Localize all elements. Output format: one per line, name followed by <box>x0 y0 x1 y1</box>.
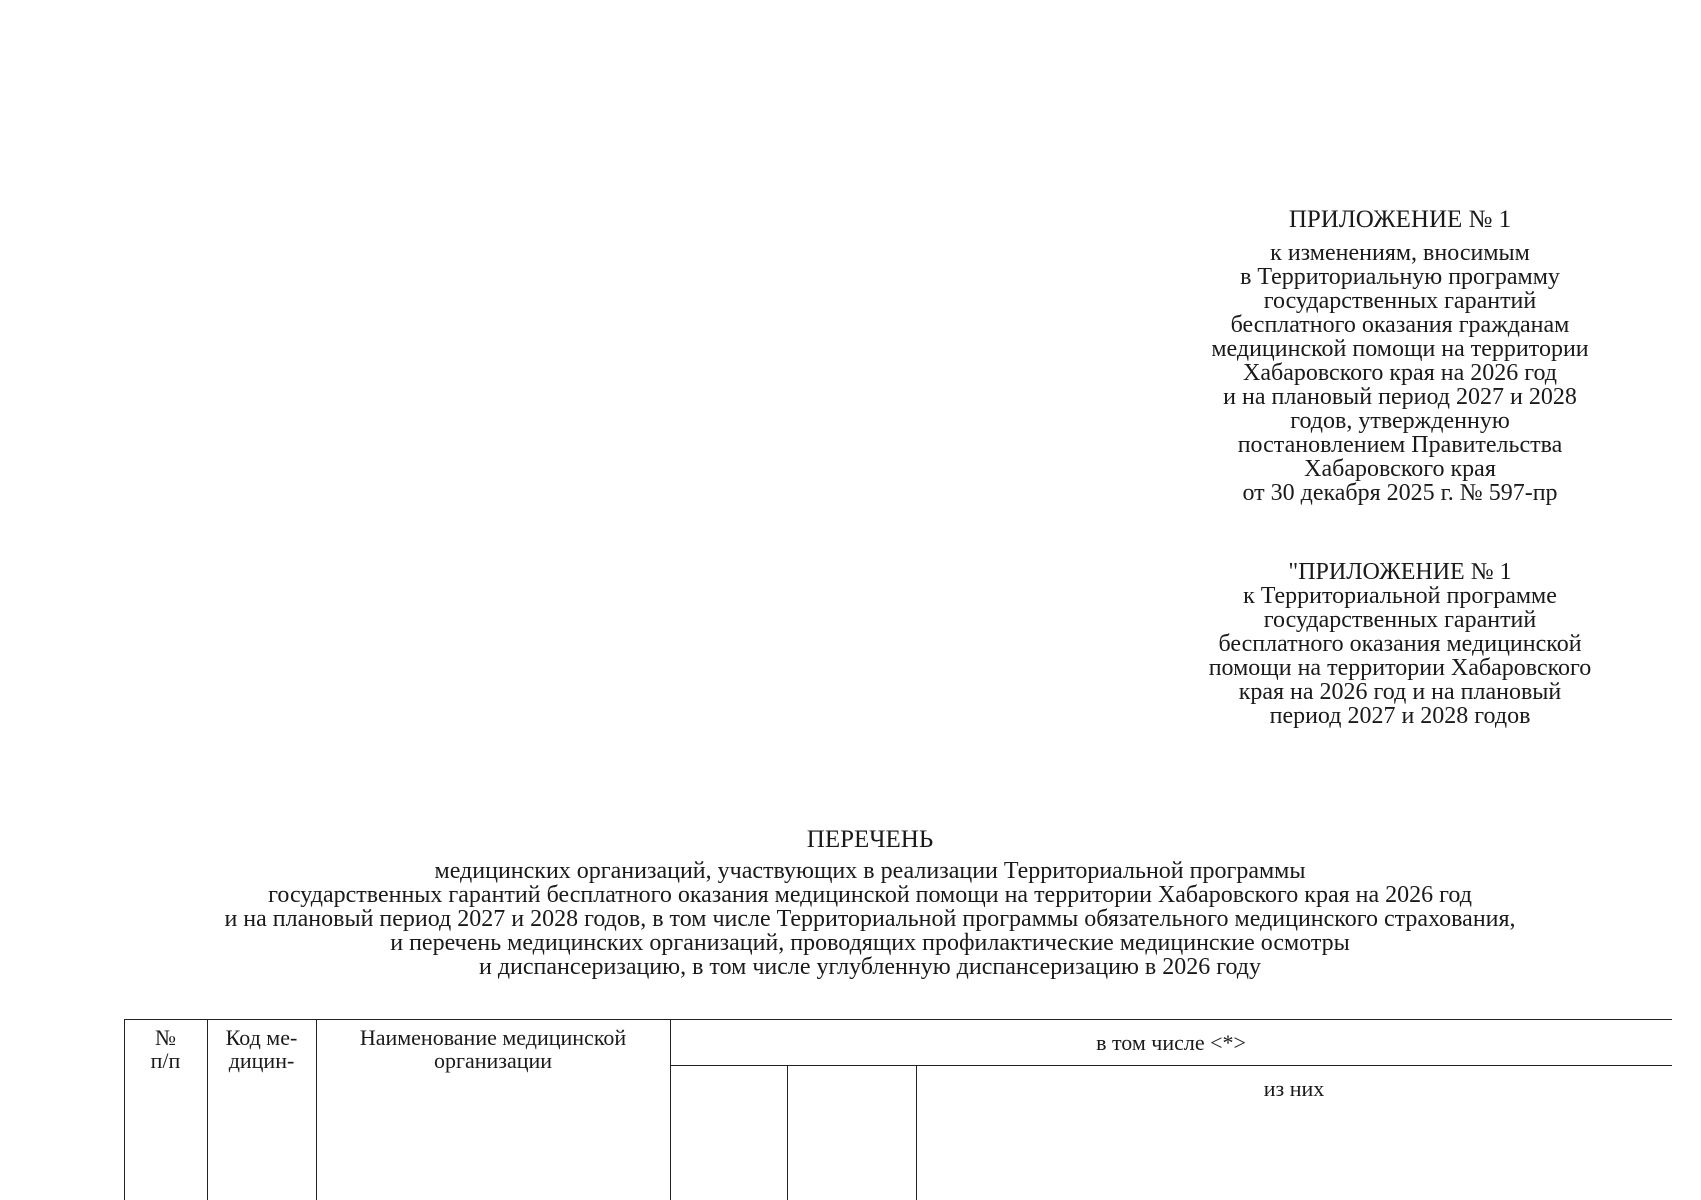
header-name-line: организации <box>433 1048 553 1073</box>
appendix-line: в Территориальную программу <box>1240 264 1560 290</box>
header-number-label: п/п <box>150 1048 181 1073</box>
header-number-symbol: № <box>155 1025 176 1050</box>
document-subtitle-line: медицинских организаций, участвующих в реализации Территориальной программы <box>434 858 1306 884</box>
table-including-underline <box>670 1065 1672 1066</box>
table-subcolumn-divider <box>787 1066 788 1200</box>
quoted-appendix-line: государственных гарантий <box>1263 607 1537 633</box>
header-name-line: Наименование медицинской <box>359 1025 627 1050</box>
header-name-cell <box>316 1026 670 1072</box>
appendix-line: годов, утвержденную <box>1290 408 1510 434</box>
appendix-line: от 30 декабря 2025 г. № 597-пр <box>1242 480 1558 506</box>
quoted-appendix-line: период 2027 и 2028 годов <box>1269 703 1531 729</box>
appendix-line: государственных гарантий <box>1263 288 1537 314</box>
quoted-appendix-heading: "ПРИЛОЖЕНИЕ № 1 <box>1288 559 1512 585</box>
quoted-appendix-block <box>1160 560 1640 728</box>
quoted-appendix-line: помощи на территории Хабаровского <box>1208 655 1592 681</box>
appendix-block <box>1160 206 1640 505</box>
document-subtitle-line: и диспансеризацию, в том числе углубленную диспансеризацию в 2026 году <box>479 954 1261 980</box>
quoted-appendix-line: края на 2026 год и на плановый <box>1238 679 1562 705</box>
table-header <box>124 1019 1672 1200</box>
header-including-cell: в том числе <*> <box>1096 1030 1246 1055</box>
appendix-line: медицинской помощи на территории <box>1211 336 1589 362</box>
appendix-heading: ПРИЛОЖЕНИЕ № 1 <box>1288 206 1512 233</box>
quoted-appendix-line: бесплатного оказания медицинской <box>1218 631 1582 657</box>
header-of-which-cell: из них <box>1263 1076 1325 1101</box>
appendix-line: бесплатного оказания гражданам <box>1230 312 1570 338</box>
appendix-line: Хабаровского края <box>1304 456 1496 482</box>
appendix-line: постановлением Правительства <box>1237 432 1563 458</box>
header-code-line: Код ме- <box>225 1025 298 1050</box>
document-subtitle-line: и перечень медицинских организаций, проводящих профилактические медицинские осмотры <box>390 930 1350 956</box>
appendix-line: и на плановый период 2027 и 2028 <box>1223 384 1577 410</box>
appendix-line: Хабаровского края на 2026 год <box>1243 360 1557 386</box>
document-subtitle-line: государственных гарантий бесплатного оказания медицинской помощи на территории Хабаровского края на 2026 год <box>268 882 1472 908</box>
document-subtitle-line: и на плановый период 2027 и 2028 годов, в том числе Территориальной программы обязательного медицинского страхования, <box>224 906 1516 932</box>
header-code-line: дицин- <box>228 1048 295 1073</box>
header-code-cell <box>207 1026 316 1072</box>
document-title-block <box>40 826 1700 979</box>
document-title: ПЕРЕЧЕНЬ <box>806 826 934 853</box>
header-number-cell <box>124 1026 207 1072</box>
table-top-border <box>124 1019 1672 1020</box>
appendix-line: к изменениям, вносимым <box>1270 240 1530 266</box>
quoted-appendix-line: к Территориальной программе <box>1243 583 1557 609</box>
